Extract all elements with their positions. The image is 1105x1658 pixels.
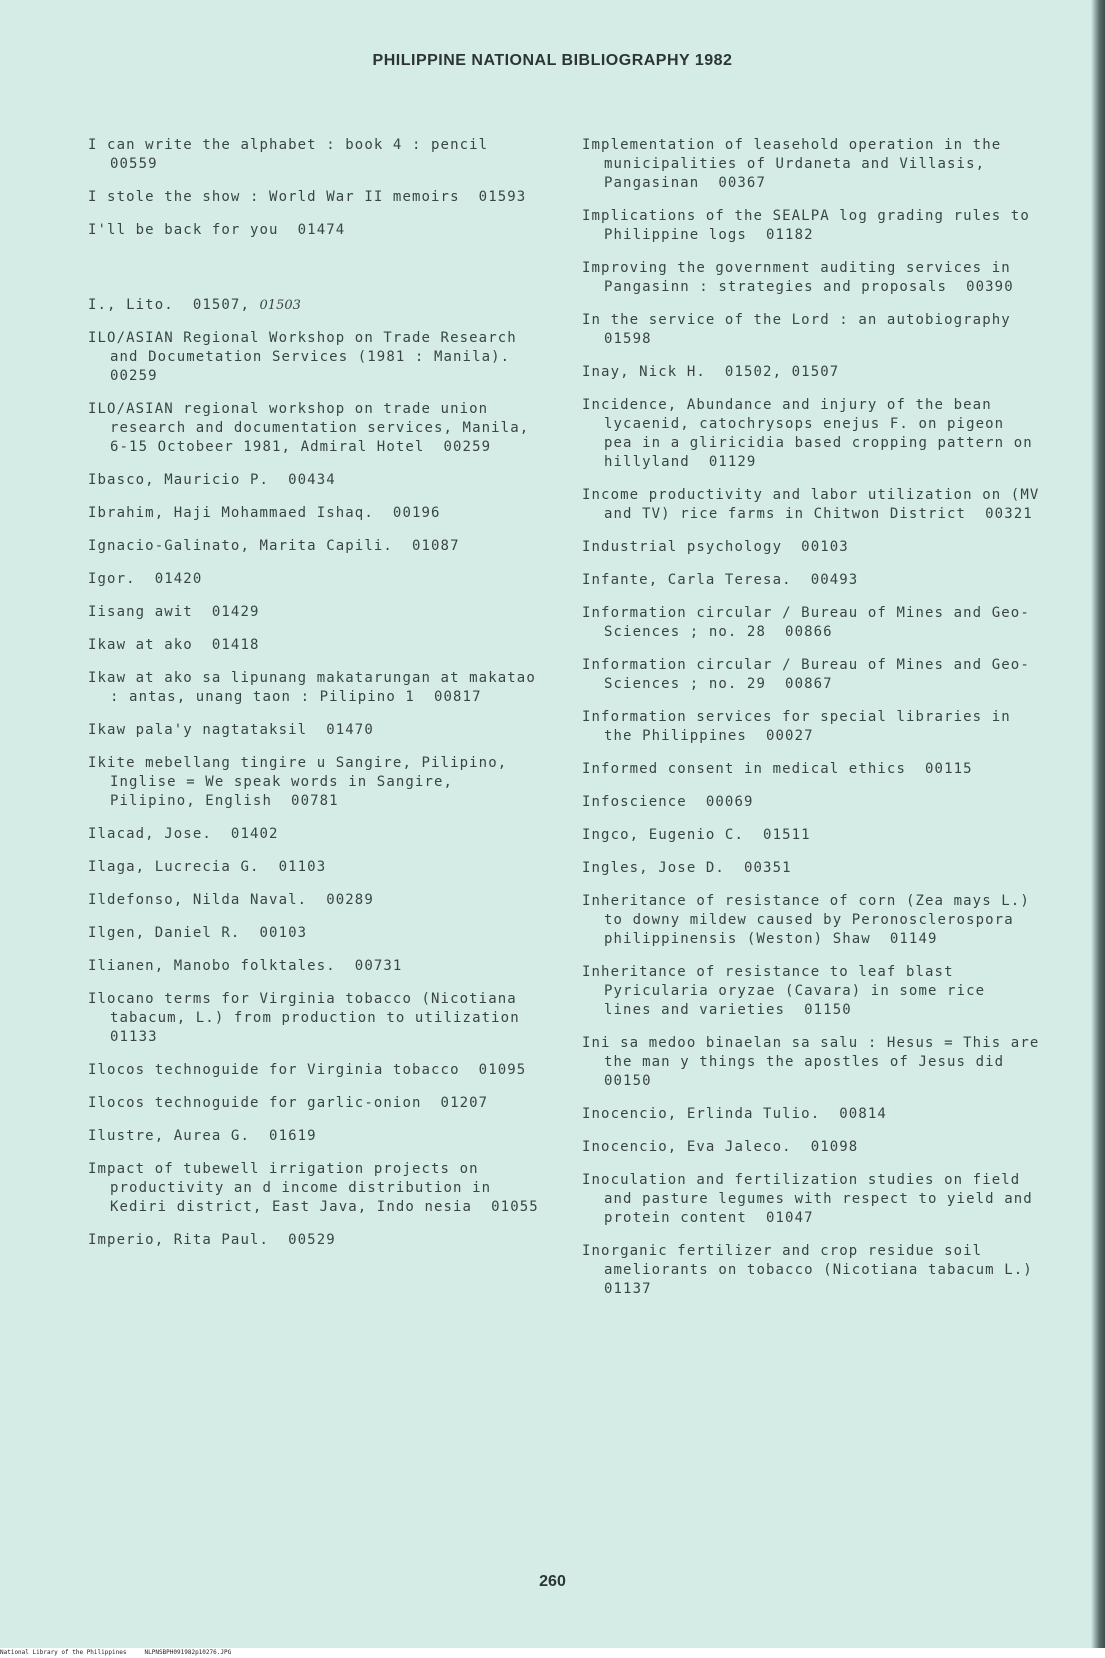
entry-text: ILO/ASIAN regional workshop on trade union research and documentation services, Manila, 6-15 Octobeer 1981, Admiral Hotel 00259 [88,401,539,455]
entry-text: Industrial psychology 00103 [582,539,849,555]
bibliography-entry [582,538,1042,557]
bibliography-entry [88,754,548,811]
entry-text: I., Lito. 01507, [88,297,250,313]
entry-text: Implementation of leasehold operation in the municipalities of Urdaneta and Villasis, Pangasinan 00367 [582,137,1011,191]
entry-text: Inocencio, Eva Jaleco. 01098 [582,1139,859,1155]
bibliography-entry [582,826,1042,845]
bibliography-entry [88,188,548,207]
entry-text: I can write the alphabet : book 4 : pencil 00559 [88,137,508,172]
bibliography-entry [88,570,548,589]
bibliography-entry [582,656,1042,694]
entry-text: Inheritance of resistance of corn (Zea mays L.) to downy mildew caused by Peronosclerospora philippinensis (Weston) Shaw 01149 [582,893,1040,947]
bibliography-entry [582,363,1042,382]
bibliography-entry [582,1105,1042,1124]
entry-text: Ingco, Eugenio C. 01511 [582,827,811,843]
bibliography-entry [582,1034,1049,1091]
bibliography-entry [88,1061,548,1080]
bibliography-entry [582,571,1042,590]
entry-text: Ilaga, Lucrecia G. 01103 [88,859,327,875]
entry-text: Improving the government auditing services in Pangasinn : strategies and proposals 00390 [582,260,1021,295]
bibliography-entry [88,296,548,315]
bibliography-entry [582,311,1042,349]
entry-text: Iisang awit 01429 [88,604,260,620]
entry-text: Implications of the SEALPA log grading rules to Philippine logs 01182 [582,208,1040,243]
entry-text: Ibasco, Mauricio P. 00434 [88,472,336,488]
entry-text: Inoculation and fertilization studies on field and pasture legumes with respect to yield and protein content 01047 [582,1172,1043,1226]
bibliography-entry [88,329,548,386]
entry-text: Information circular / Bureau of Mines and Geo-Sciences ; no. 29 00867 [582,657,1030,692]
bibliography-entry [88,721,548,740]
bibliography-entry [88,669,548,707]
bibliography-entry [88,1231,548,1250]
bibliography-entry [582,396,1042,472]
bibliography-entry [88,136,548,174]
entry-text: Ikaw pala'y nagtataksil 01470 [88,722,374,738]
entry-text: Ini sa medoo binaelan sa salu : Hesus = This are the man y things the apostles of Jesus did 00150 [582,1035,1049,1089]
footer-file-id: NLPNSBPH091982p10276.JPG [144,1649,232,1656]
bibliography-entry [88,891,548,910]
scan-footer [0,1648,1105,1658]
entry-text: In the service of the Lord : an autobiography 01598 [582,312,1030,347]
bibliography-entry [582,892,1042,949]
entry-text: Ikite mebellang tingire u Sangire, Pilipino, Inglise = We speak words in Sangire, Pilipino, English 00781 [88,755,517,809]
entry-text: Igor. 01420 [88,571,203,587]
bibliography-entry [582,1138,1042,1157]
bibliography-entry [582,1171,1042,1228]
bibliography-entry [582,604,1042,642]
entry-text: Information services for special libraries in the Philippines 00027 [582,709,1021,744]
entry-text: Ikaw at ako 01418 [88,637,260,653]
bibliography-entry [582,259,1042,297]
entry-text: Infoscience 00069 [582,794,754,810]
bibliography-entry [582,1242,1052,1299]
bibliography-entry [582,760,1042,779]
entry-text: Ibrahim, Haji Mohammaed Ishaq. 00196 [88,505,441,521]
footer-institution: National Library of the Philippines [0,1649,127,1656]
bibliography-entry [88,924,548,943]
entry-text: Ingles, Jose D. 00351 [582,860,792,876]
entry-text: Ignacio-Galinato, Marita Capili. 01087 [88,538,460,554]
bibliography-entry [88,504,548,523]
entry-text: Infante, Carla Teresa. 00493 [582,572,859,588]
bibliography-entry [88,603,548,622]
entry-text: Ikaw at ako sa lipunang makatarungan at makatao : antas, unang taon : Pilipino 1 00817 [88,670,546,705]
entry-text: ILO/ASIAN Regional Workshop on Trade Research and Documetation Services (1981 : Manila). 00259 [88,330,530,384]
entry-text: Ilianen, Manobo folktales. 00731 [88,958,403,974]
entry-spacer [88,254,548,296]
page-title: PHILIPPINE NATIONAL BIBLIOGRAPHY 1982 [372,52,733,69]
bibliography-entry [582,708,1042,746]
entry-text: Imperio, Rita Paul. 00529 [88,1232,336,1248]
bibliography-entry [88,400,548,457]
bibliography-entry [582,136,1042,193]
handwritten-annotation: 01503 [259,298,301,313]
entry-text: Inay, Nick H. 01502, 01507 [582,364,840,380]
entry-text: Impact of tubewell irrigation projects on productivity an d income distribution in Kediri district, East Java, Indo nesia 01055 [88,1161,539,1215]
entry-text: Informed consent in medical ethics 00115 [582,761,973,777]
bibliography-entry [582,486,1049,524]
right-column [582,136,1052,1313]
bibliography-entry [88,636,548,655]
entry-text: Ilocano terms for Virginia tobacco (Nicotiana tabacum, L.) from production to utilization 01133 [88,991,539,1045]
entry-text: Ildefonso, Nilda Naval. 00289 [88,892,374,908]
bibliography-entry [88,990,548,1047]
bibliography-entry [88,858,548,877]
bibliography-entry [88,1094,548,1113]
bibliography-entry [88,1127,548,1146]
bibliography-entry [88,957,548,976]
entry-text: I stole the show : World War II memoirs 01593 [88,189,527,205]
entry-text: Information circular / Bureau of Mines and Geo-Sciences ; no. 28 00866 [582,605,1030,640]
bibliography-entry [582,963,1042,1020]
bibliography-entry [88,1160,548,1217]
entry-text: Ilustre, Aurea G. 01619 [88,1128,317,1144]
entry-text: Income productivity and labor utilization on (MV and TV) rice farms in Chitwon District 00321 [582,487,1049,522]
bibliography-entry [88,537,548,556]
entry-text: Inorganic fertilizer and crop residue soil ameliorants on tobacco (Nicotiana tabacum L.) 01137 [582,1243,1052,1297]
page-number: 260 [539,1573,566,1590]
bibliography-entry [88,825,548,844]
page-edge-shadow [1091,0,1105,1648]
entry-text: Ilgen, Daniel R. 00103 [88,925,308,941]
entry-text: I'll be back for you 01474 [88,222,346,238]
entry-text: Ilocos technoguide for Virginia tobacco 01095 [88,1062,527,1078]
entry-text: Ilacad, Jose. 01402 [88,826,279,842]
bibliography-entry [582,207,1042,245]
entry-text: Inheritance of resistance to leaf blast Pyricularia oryzae (Cavara) in some rice lines and varieties 01150 [582,964,995,1018]
entry-text: Incidence, Abundance and injury of the bean lycaenid, catochrysops enejus F. on pigeon pea in a gliricidia based cropping pattern on hillyland 01129 [582,397,1043,470]
bibliography-entry [88,471,548,490]
bibliography-entry [582,793,1042,812]
entry-text: Inocencio, Erlinda Tulio. 00814 [582,1106,887,1122]
entry-text: Ilocos technoguide for garlic-onion 01207 [88,1095,489,1111]
left-column [88,136,548,1264]
bibliography-entry [88,221,548,240]
bibliography-entry [582,859,1042,878]
